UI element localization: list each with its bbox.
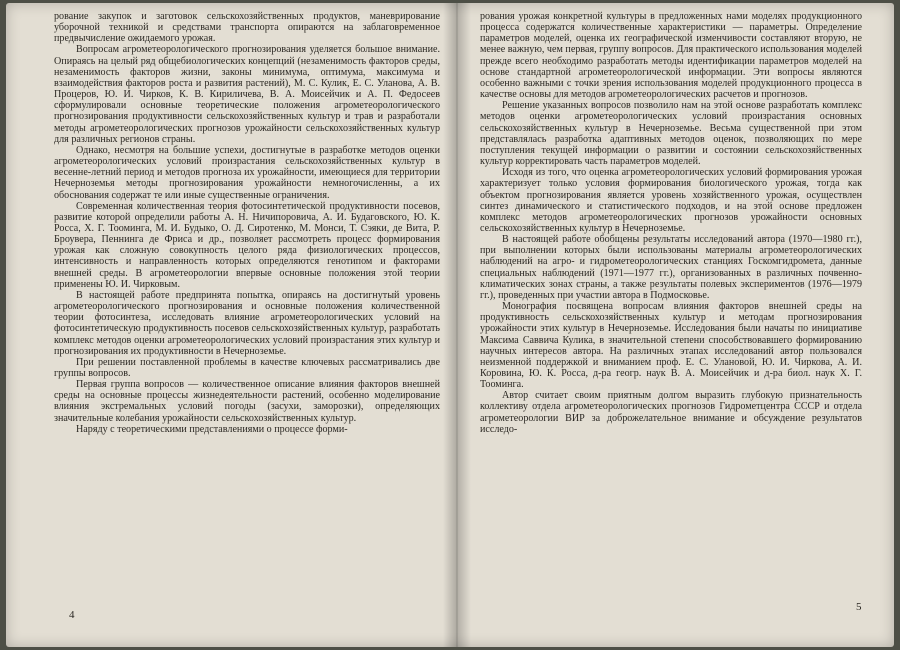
right-page: [480, 11, 862, 647]
paragraph: Первая группа вопросов — количественное описание влияния факторов внешней среды на основные процессы жизнедеятельности растений, особенно моделирование влияния экстремальных условий погоды (засухи, заморозки), определяющих значительные колебания урожайности сельскохозяйственных культур.: [54, 379, 440, 424]
paragraph: рования урожая конкретной культуры в предложенных нами моделях продукционного процесса содержатся количественные характеристики — параметры. Определение параметров моделей, оценка их географической изменчивости составляют вторую, не менее важную, чем первая, группу вопросов. Для практического использования моделей прежде всего необходимо разработать методы идентификации параметров моделей на основе стандартной агрометеорологической информации. Эти вопросы являются особенно важными с точки зрения использования моделей продукционного процесса в качестве основы для методов агрометеорологических расчетов и прогнозов.: [480, 11, 862, 101]
paragraph: Современная количественная теория фотосинтетической продуктивности посевов, развитие которой определили работы А. Н. Ничипоровича, А. И. Будаговского, Ю. К. Росса, Х. Г. Тооминга, М. И. Будыко, О. Д. Сиротенко, М. Монси, Т. Сэяки, де Вита, Р. Броувера, Пеннинга де Фриса и др., позволяет рассмотреть процесс формирования урожая как сложную совокупность целого ряда физиологических процессов, интенсивность и направленность которых определяются генотипом и факторами внешней среды. В агрометеорологии впервые основные положения этой теории применены Ю. И. Чирковым.: [54, 200, 440, 290]
paragraph: Решение указанных вопросов позволило нам на этой основе разработать комплекс методов оценки агрометеорологических условий произрастания основных сельскохозяйственных культур в Нечерноземье. Весьма существенной при этом представлялась разработка адаптивных методов оценок, позволяющих по мере поступления текущей информации о развитии и состоянии сельскохозяйственных культур корректировать часть параметров моделей.: [480, 100, 862, 168]
paragraph: Автор считает своим приятным долгом выразить глубокую признательность коллективу отдела агрометеорологических прогнозов Гидрометцентра СССР и отдела агрометеорологии ВИР за доброжелательное внимание и обсуждение результатов исследо-: [480, 390, 862, 435]
book-gutter: [443, 3, 471, 647]
paragraph: При решении поставленной проблемы в качестве ключевых рассматривались две группы вопросов.: [54, 356, 440, 379]
left-page: [54, 11, 440, 647]
paragraph: Исходя из того, что оценка агрометеорологических условий формирования урожая характеризует только условия формирования биологического урожая, тогда как объектом прогнозирования является уровень хозяйственного урожая, осуществлен синтез динамического и статистического подходов, и на этой основе предложен комплекс методов агрометеорологических прогнозов урожайности основных сельскохозяйственных культур в Нечерноземье.: [480, 167, 862, 234]
paragraph: Однако, несмотря на большие успехи, достигнутые в разработке методов оценки агрометеорологических условий произрастания сельскохозяйственных культур в весенне-летний период и методов прогноза их урожайности, имеющиеся для территории Нечерноземья методы прогнозирования урожайности немногочисленны, а их обоснования содержат те или иные существенные ограничения.: [54, 144, 440, 201]
paragraph: В настоящей работе обобщены результаты исследований автора (1970—1980 гг.), при выполнении которых были использованы материалы агрометеорологических наблюдений на агро- и гидрометеорологических станциях Госкомгидромета, данные специальных наблюдений (1971—1977 гг.), организованных в различных почвенно-климатических зонах страны, а также результаты полевых экспериментов (1976—1979 гг.), проведенных при участии автора в Подмосковье.: [480, 234, 862, 301]
left-page-text: [54, 11, 440, 435]
paragraph: рование закупок и заготовок сельскохозяйственных продуктов, маневрирование уборочной техникой и средствами транспорта опираются на заблаговременное предвычисление ожидаемого урожая.: [54, 11, 440, 45]
book-spread: [6, 3, 894, 647]
page-number-right: 5: [856, 601, 862, 613]
paragraph: Наряду с теоретическими представлениями о процессе форми-: [76, 423, 348, 435]
page-number-left: 4: [69, 609, 75, 621]
paragraph: В настоящей работе предпринята попытка, опираясь на достигнутый уровень агрометеорологического прогнозирования и основные положения количественной теории фотосинтеза, исследовать влияние агрометеорологических условий на фотосинтетическую продуктивность посевов сельскохозяйственных культур, разработать комплекс методов оценки агрометеорологических условий произрастания этих культур и прогнозирования их продуктивности в Нечерноземье.: [54, 289, 440, 357]
right-page-text: [480, 11, 862, 435]
paragraph: Монография посвящена вопросам влияния факторов внешней среды на продуктивность сельскохозяйственных культур и методам прогнозирования урожайности этих культур в Нечерноземье. Исследования были начаты по инициативе Максима Саввича Кулика, в значительной степени способствовавшего формированию научных интересов автора. На различных этапах исследований автор пользовался неизменной поддержкой и вниманием проф. Е. С. Улановой, Ю. И. Чиркова, А. И. Коровина, Ю. К. Росса, д-ра геогр. наук В. А. Моисейчик и д-ра биол. наук Х. Г. Тооминга.: [480, 301, 862, 391]
paragraph: Вопросам агрометеорологического прогнозирования уделяется большое внимание. Опираясь на целый ряд общебиологических концепций (незаменимость факторов среды, незаменимость факторов жизни, законы минимума, оптимума, максимума и взаимодействия факторов роста и развития растений), М. С. Кулик, Е. С. Уланова, А. В. Процеров, Ю. И. Чирков, К. В. Кириличева, В. А. Моисейчик и А. П. Федосеев сформулировали основные теоретические положения агрометеорологического прогнозирования продуктивности сельскохозяйственных культур и трав и разработали методы агрометеорологических прогнозов урожайности сельскохозяйственных культур для различных регионов страны.: [54, 44, 440, 145]
